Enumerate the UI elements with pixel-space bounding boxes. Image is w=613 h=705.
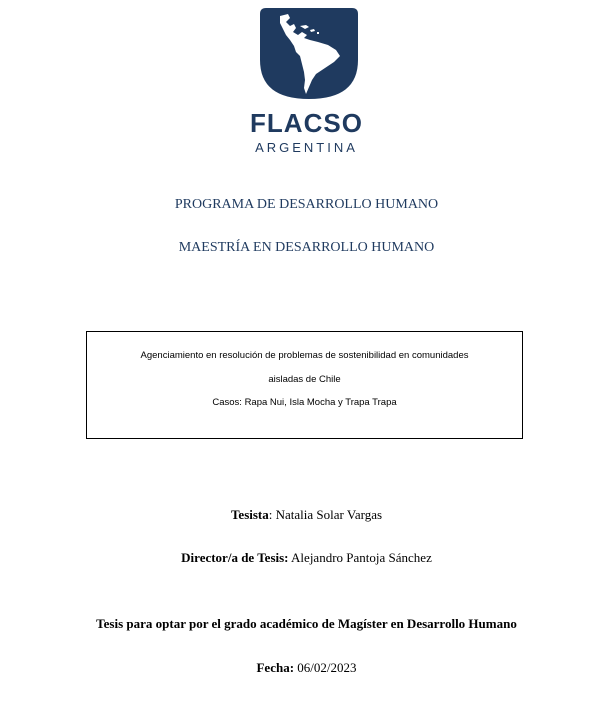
- logo-subtitle: ARGENTINA: [255, 140, 358, 155]
- date-value: 06/02/2023: [294, 660, 357, 675]
- degree-purpose: [0, 616, 613, 632]
- thesis-title-line-1: Agenciamiento en resolución de problemas de sostenibilidad en comunidades: [140, 350, 469, 361]
- date-line: [0, 660, 613, 676]
- latin-america-map-icon: [260, 8, 358, 99]
- date-label: Fecha:: [256, 660, 295, 675]
- thesis-title-box: [86, 331, 523, 439]
- degree-heading: MAESTRÍA EN DESARROLLO HUMANO: [178, 240, 435, 255]
- thesis-subtitle: Casos: Rapa Nui, Isla Mocha y Trapa Trapa: [212, 397, 397, 408]
- logo-name: FLACSO: [250, 108, 363, 138]
- program-heading: PROGRAMA DE DESARROLLO HUMANO: [174, 197, 439, 212]
- author-label: Tesista: [230, 507, 269, 522]
- author-line: [0, 507, 613, 523]
- author-separator: :: [268, 507, 273, 522]
- author-name: Natalia Solar Vargas: [272, 507, 383, 522]
- thesis-title-line-2: aisladas de Chile: [268, 374, 341, 385]
- director-line: [0, 550, 613, 566]
- director-name: Alejandro Pantoja Sánchez: [288, 550, 432, 565]
- director-label: Director/a de Tesis:: [181, 550, 289, 565]
- degree-purpose-text: Tesis para optar por el grado académico de Magíster en Desarrollo Humano: [96, 616, 517, 631]
